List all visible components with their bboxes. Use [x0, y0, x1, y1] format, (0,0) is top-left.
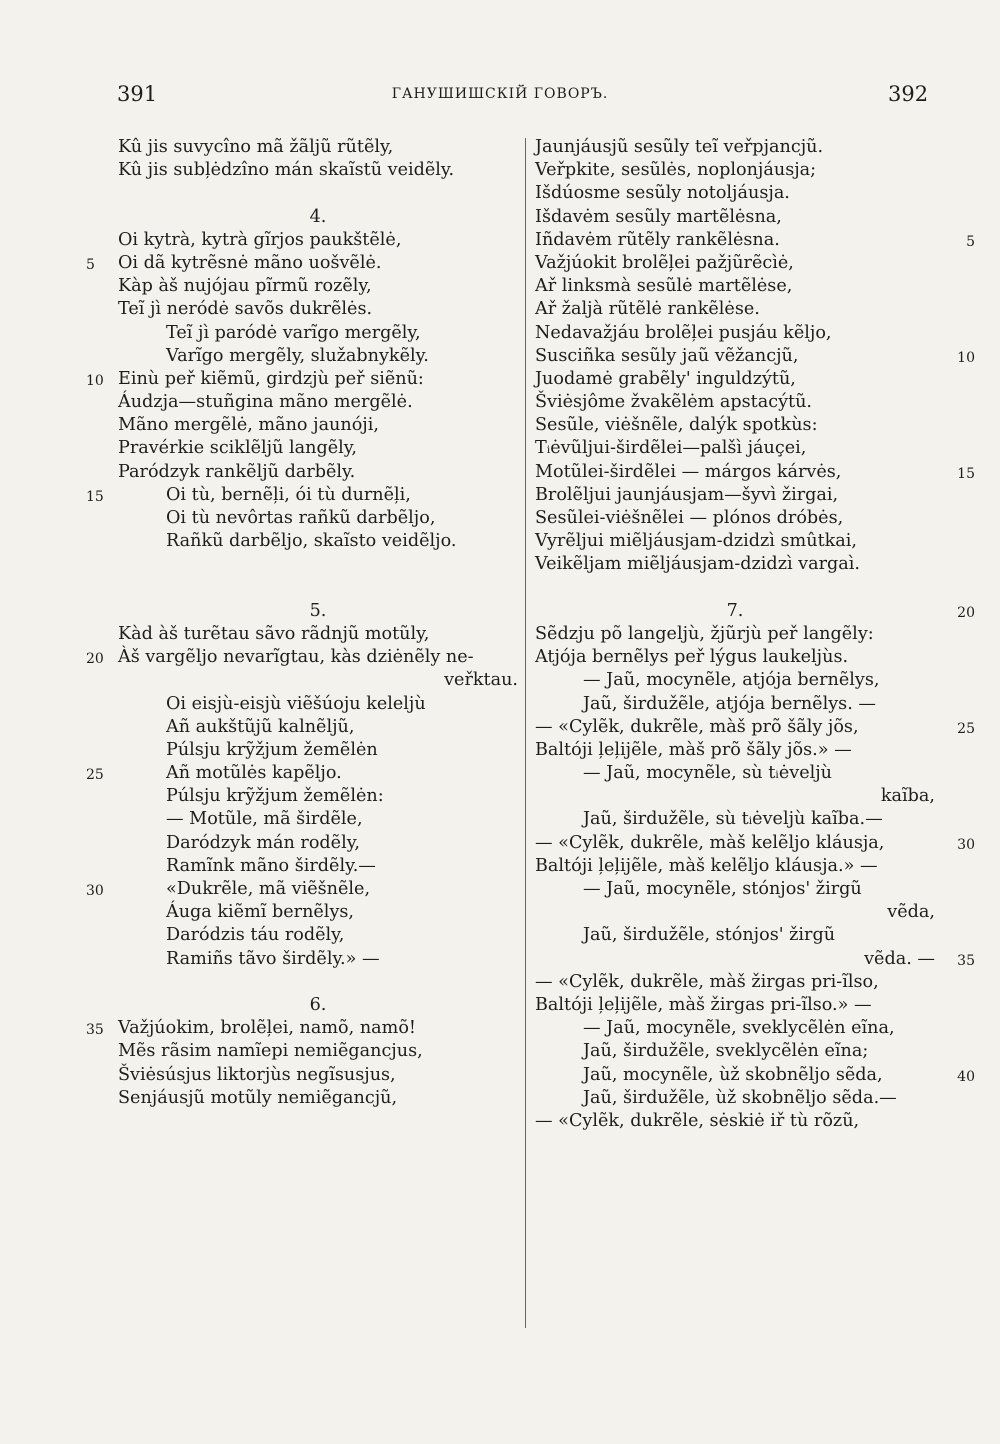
- verse-line: [86, 1017, 518, 1040]
- section-number: [118, 994, 518, 1017]
- verse-line: [535, 577, 935, 600]
- verse-text: Añ aukštũjũ kalnẽljũ,: [166, 716, 355, 737]
- verse-line: [535, 391, 935, 414]
- verse-line: [535, 646, 935, 669]
- verse-line: [118, 322, 518, 345]
- verse-line: [535, 414, 935, 437]
- verse-line: [118, 136, 518, 159]
- verse-text: Ramiñs tãvo širdẽly.» —: [166, 948, 380, 969]
- verse-text: Oi tù nevôrtas rañkũ darbẽljo,: [166, 508, 436, 528]
- verse-line: [535, 275, 935, 298]
- verse-text: Paródzyk rankẽljũ darbẽly.: [118, 461, 356, 482]
- verse-line: [118, 298, 518, 321]
- verse-text: Senjáusjũ motũly nemiẽgancjũ,: [118, 1087, 398, 1108]
- verse-line: [118, 345, 518, 368]
- verse-text: Jaũ, širdužẽle, stónjos' žirgũ: [583, 925, 836, 946]
- verse-line: [118, 461, 518, 484]
- verse-line: [86, 252, 518, 275]
- verse-line: [118, 785, 518, 808]
- verse-line: [118, 1087, 518, 1110]
- verse-line: [535, 669, 935, 692]
- verse-line: [535, 785, 935, 808]
- verse-line: [118, 229, 518, 252]
- verse-text: Veikẽljam miẽljáusjam-dzidzì vargaì.: [535, 554, 860, 575]
- verse-text: Vyrẽljui miẽljáusjam-dzidzì smûtkai,: [535, 531, 858, 552]
- verse-text: — «Cylẽk, dukrẽle, màš prõ šãly jõs,: [535, 716, 859, 737]
- verse-line: [535, 924, 935, 947]
- verse-line: [118, 948, 518, 971]
- verse-text: Važjúokit brolẽļei pažjũrẽcìė,: [535, 252, 794, 273]
- verse-line: [86, 878, 518, 901]
- verse-line: [535, 530, 935, 553]
- verse-text: 4.: [309, 206, 327, 227]
- verse-text: Oi eisjù-eisjù viẽšúoju keleljù: [166, 693, 426, 714]
- line-number: 20: [86, 651, 104, 668]
- verse-text: Daródzyk mán rodẽly,: [166, 832, 360, 853]
- section-number: [118, 206, 518, 229]
- verse-text: Ař žaljà rũtẽlė rankẽlėse.: [535, 299, 760, 320]
- verse-line: [535, 971, 935, 994]
- verse-text: Šviėsúsjus liktorjùs negĩsusjus,: [118, 1064, 396, 1085]
- verse-text: — Jaũ, mocynẽle, sveklycẽlėn eĩna,: [583, 1018, 895, 1039]
- verse-line: [535, 136, 935, 159]
- verse-text: Motũlei-širdẽlei — márgos kárvės,: [535, 461, 842, 482]
- verse-line: [118, 437, 518, 460]
- verse-line: [535, 808, 935, 831]
- section-number: [118, 600, 518, 623]
- verse-line: [535, 948, 975, 971]
- verse-line: [535, 623, 935, 646]
- verse-line: [535, 159, 935, 182]
- verse-text: Baltóji ļeļijẽle, màš prõ šãly jõs.» —: [535, 739, 852, 760]
- verse-text: Kû jis suvycîno mã žãljũ rũtẽly,: [118, 137, 394, 157]
- line-number: 5: [966, 233, 975, 250]
- verse-text: Kàp àš nujójau pĩrmũ rozẽly,: [118, 276, 372, 297]
- verse-line: [535, 1064, 975, 1087]
- verse-text: Baltóji ļeļijẽle, màš žirgas pri-ĩlso.» —: [535, 994, 872, 1015]
- verse-text: Važjúokim, brolẽļei, namõ, namõ!: [118, 1018, 416, 1039]
- verse-line: [535, 693, 935, 716]
- verse-line: [86, 762, 518, 785]
- verse-text: Áuga kiẽmĩ bernẽlys,: [166, 902, 354, 923]
- verse-text: Daródzis táu rodẽly,: [166, 925, 345, 946]
- verse-text: «Dukrẽle, mã viẽšnẽle,: [166, 879, 371, 899]
- verse-line: [118, 669, 518, 692]
- verse-text: Veřpkite, sesũlės, noplonjáusja;: [535, 160, 817, 181]
- verse-line: [118, 553, 518, 576]
- verse-line: [118, 530, 518, 553]
- verse-line: [535, 762, 935, 785]
- verse-text: Susciñka sesũly jaũ vẽžancjũ,: [535, 345, 799, 366]
- verse-text: Išdúosme sesũly notoljáusja.: [535, 183, 790, 204]
- verse-line: [535, 298, 935, 321]
- verse-line: [535, 1017, 935, 1040]
- line-number: 15: [86, 488, 104, 505]
- verse-text: Einù peř kiẽmũ, girdzjù peř siẽnũ:: [118, 368, 424, 389]
- verse-text: Sẽdzju põ langeljù, žjũrjù peř langẽly:: [535, 623, 874, 644]
- verse-text: Nedavažjáu brolẽļei pusjáu kẽljo,: [535, 322, 832, 343]
- verse-text: 7.: [726, 600, 744, 621]
- verse-text: Baltóji ļeļijẽle, màš kelẽljo kláusja.» —: [535, 855, 878, 876]
- verse-line: [118, 901, 518, 924]
- page-number-left: 391: [117, 82, 158, 106]
- verse-text: Juodamė grabẽly' inguldzýtũ,: [535, 368, 796, 389]
- verse-text: Teĩ jì paródė varĩgo mergẽly,: [166, 322, 421, 343]
- verse-line: [118, 507, 518, 530]
- verse-text: Jaũ, mocynẽle, ùž skobnẽljo sẽda,: [583, 1064, 883, 1085]
- verse-text: Rañkũ darbẽljo, skaĩsto veidẽljo.: [166, 531, 457, 552]
- right-column: [535, 136, 975, 1133]
- line-number: 35: [957, 952, 975, 969]
- running-title: ГАНУШИШСКІЙ ГОВОРЪ.: [391, 86, 609, 102]
- left-column: [86, 136, 518, 1110]
- verse-text: Šviėsjôme žvakẽlėm apstacýtũ.: [535, 392, 813, 413]
- verse-text: Añ motũlės kapẽljo.: [166, 763, 342, 784]
- verse-text: Áudzja—stuñgina mãno mergẽlė.: [118, 392, 413, 413]
- verse-line: [118, 1064, 518, 1087]
- page-number-right: 392: [888, 82, 929, 106]
- verse-line: [535, 182, 935, 205]
- verse-text: Iñdavėm rũtẽly rankẽlėsna.: [535, 229, 780, 250]
- verse-text: — Jaũ, mocynẽle, atjója bernẽlys,: [583, 670, 880, 691]
- verse-line: [118, 808, 518, 831]
- verse-line: [118, 1040, 518, 1063]
- verse-line: [118, 391, 518, 414]
- verse-text: Púlsju krỹžjum žemẽlėn: [166, 739, 378, 760]
- verse-text: Àš vargẽljo nevarĩgtau, kàs dziėnẽly ne-: [118, 647, 474, 668]
- verse-line: [535, 716, 975, 739]
- verse-text: Jaũ, širdužẽle, sveklycẽlėn eĩna;: [583, 1041, 869, 1062]
- verse-line: [118, 577, 518, 600]
- verse-text: Kàd àš turẽtau sãvo rãdnjũ motũly,: [118, 623, 430, 644]
- line-number: 35: [86, 1022, 104, 1039]
- verse-line: [535, 739, 935, 762]
- line-number: 25: [957, 720, 975, 737]
- verse-line: [535, 252, 935, 275]
- verse-line: [118, 275, 518, 298]
- section-number: [535, 600, 975, 623]
- verse-text: Kû jis subļėdzîno mán skaĩstũ veidẽly.: [118, 160, 455, 181]
- verse-text: Išdavėm sesũly martẽlėsna,: [535, 206, 782, 227]
- line-number: 30: [957, 836, 975, 853]
- verse-text: — «Cylẽk, dukrẽle, màš žirgas pri-ĩlso,: [535, 971, 879, 992]
- page-header: [0, 82, 1000, 112]
- verse-line: [118, 716, 518, 739]
- verse-line: [118, 182, 518, 205]
- verse-text: Oi tù, bernẽļi, ói tù durnẽļi,: [166, 484, 411, 505]
- verse-text: Mẽs rãsim namĩepi nemiẽgancjus,: [118, 1041, 423, 1062]
- verse-line: [535, 437, 935, 460]
- verse-line: [535, 878, 935, 901]
- verse-line: [118, 855, 518, 878]
- verse-text: 5.: [309, 600, 327, 621]
- verse-line: [118, 739, 518, 762]
- verse-text: — «Cylẽk, dukrẽle, sėskiė iř tù rõzũ,: [535, 1110, 860, 1131]
- verse-text: Pravérkie sciklẽljũ langẽly,: [118, 438, 357, 459]
- verse-text: Brolẽljui jaunjáusjam—šyvì žirgai,: [535, 484, 839, 505]
- verse-line: [535, 855, 935, 878]
- line-number: 10: [957, 349, 975, 366]
- verse-text: Jaũ, širdužẽle, atjója bernẽlys. —: [583, 693, 876, 714]
- verse-line: [86, 484, 518, 507]
- verse-line: [535, 368, 935, 391]
- verse-text: Oi kytrà, kytrà gĩrjos paukštẽlė,: [118, 229, 402, 250]
- verse-text: Tᵢėvũljui-širdẽlei—palšì jáuçei,: [535, 438, 807, 459]
- verse-text: Púlsju krỹžjum žemẽlėn:: [166, 786, 384, 807]
- verse-text: Jaunjáusjũ sesũly teĩ veřpjancjũ.: [535, 137, 824, 157]
- verse-text: vẽda. —: [864, 948, 935, 969]
- verse-line: [535, 206, 935, 229]
- verse-text: veřktau.: [444, 670, 518, 691]
- verse-text: Varĩgo mergẽly, služabnykẽly.: [166, 345, 429, 366]
- line-number: 40: [957, 1068, 975, 1085]
- line-number: 30: [86, 883, 104, 899]
- verse-text: Oi dã kytrẽsnė mãno uošvẽlė.: [118, 252, 382, 273]
- column-divider: [525, 138, 526, 1328]
- verse-line: [535, 322, 935, 345]
- verse-text: — Jaũ, mocynẽle, stónjos' žirgũ: [583, 879, 862, 899]
- verse-line: [535, 484, 935, 507]
- verse-line: [118, 623, 518, 646]
- verse-text: Jaũ, širdužẽle, sù tᵢėveljù kaĩba.—: [583, 809, 883, 830]
- verse-line: [535, 507, 935, 530]
- verse-line: [118, 414, 518, 437]
- verse-text: Ař linksmà sesũlė martẽlėse,: [535, 276, 793, 297]
- verse-line: [535, 1087, 935, 1110]
- verse-text: Teĩ jì neródė savõs dukrẽlės.: [118, 299, 373, 320]
- verse-line: [118, 693, 518, 716]
- verse-text: Atjója bernẽlys peř lýgus laukeljùs.: [535, 647, 849, 668]
- verse-text: Jaũ, širdužẽle, ùž skobnẽljo sẽda.—: [583, 1087, 897, 1108]
- line-number: 5: [86, 256, 95, 273]
- line-number: 25: [86, 767, 104, 784]
- verse-line: [535, 553, 935, 576]
- verse-line: [535, 1040, 935, 1063]
- line-number: 20: [957, 604, 975, 621]
- verse-text: — Jaũ, mocynẽle, sù tᵢėveljù: [583, 763, 833, 784]
- verse-line: [535, 832, 975, 855]
- verse-line: [86, 368, 518, 391]
- verse-line: [535, 1110, 935, 1133]
- verse-line: [86, 646, 518, 669]
- verse-text: Sesũlei-viėšnẽlei — plónos dróbės,: [535, 508, 844, 528]
- verse-line: [535, 901, 935, 924]
- line-number: 10: [86, 372, 104, 389]
- verse-text: Mãno mergẽlė, mãno jaunóji,: [118, 415, 379, 436]
- verse-line: [118, 159, 518, 182]
- verse-line: [118, 971, 518, 994]
- verse-line: [535, 994, 935, 1017]
- verse-line: [535, 461, 975, 484]
- verse-line: [535, 345, 975, 368]
- verse-text: — «Cylẽk, dukrẽle, màš kelẽljo kláusja,: [535, 832, 885, 853]
- line-number: 15: [957, 465, 975, 482]
- verse-text: 6.: [309, 994, 327, 1015]
- verse-text: vẽda,: [887, 902, 935, 923]
- verse-line: [535, 229, 975, 252]
- verse-text: — Motũle, mã širdẽle,: [166, 809, 363, 830]
- verse-text: kaĩba,: [880, 786, 935, 807]
- verse-line: [118, 924, 518, 947]
- verse-line: [118, 832, 518, 855]
- verse-text: Sesũle, viėšnẽle, dalýk spotkùs:: [535, 415, 818, 436]
- verse-text: Ramĩnk mãno širdẽly.—: [166, 855, 376, 876]
